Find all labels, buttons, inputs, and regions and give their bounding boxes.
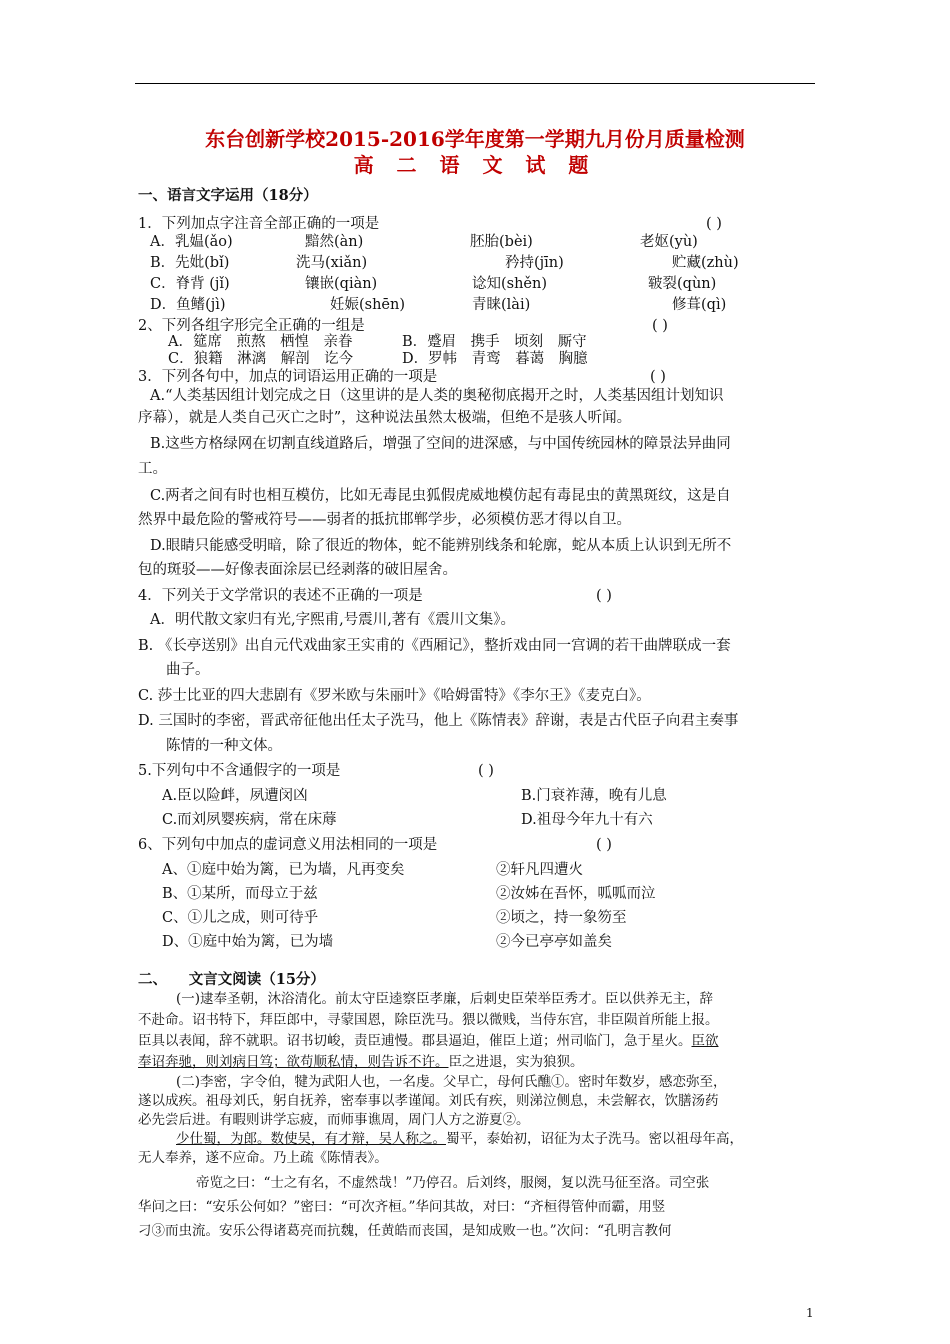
q4-d-line1: D. 三国时的李密，晋武帝征他出任太子洗马，他上《陈情表》辞谢，表是古代臣子向君主奏事 [138,713,739,729]
q1-answer-paren: ( ) [706,216,722,232]
q5-option-c: C.而刘夙婴疾病，常在床蓐 [162,812,337,828]
passage1-line4 [138,1052,584,1072]
q6-a-2: ②轩凡四遭火 [496,862,583,878]
passage1-line3-text: 臣具以表闻，辞不就职。诏书切峻，责臣逋慢。郡县逼迫，催臣上道；州司临门，急于星火。 [138,1033,692,1049]
q2-option-d: D．罗帏 青鸾 暮蔼 胸臆 [402,351,588,367]
q1-a-1: A．乳媪(ǎo) [150,234,233,250]
q3-a-line2: 序幕），就是人类自己灭亡之时”，这种说法虽然太极端，但绝不是骇人听闻。 [138,410,632,426]
passage2-line6: 帝览之曰：“士之有名，不虚然哉！”乃停召。后刘终，服阕，复以洗马征至洛。司空张 [196,1175,710,1191]
q6-b-2: ②汝姊在吾怀，呱呱而泣 [496,886,656,902]
q1-c-3: 谂知(shěn) [472,276,548,292]
q5-answer-paren: ( ) [478,763,494,779]
passage2-line3: 必先尝后进。有暇则讲学忘疲，而师事谯周，周门人方之游夏②。 [138,1112,530,1128]
q4-answer-paren: ( ) [596,588,612,604]
page-number: 1 [806,1306,814,1320]
q2-option-c: C．狼籍 淋漓 解剖 讫今 [168,351,354,367]
q5-option-b: B.门衰祚薄，晚有儿息 [521,788,667,804]
q2-answer-paren: ( ) [652,318,668,334]
q1-b-3: 矜持(jīn) [505,255,564,271]
q6-c-2: ②顷之，持一象笏至 [496,910,627,926]
q5-option-d: D.祖母今年九十有六 [521,812,653,828]
q1-c-1: C．脊背 (jǐ) [150,276,230,292]
q3-b-line1: B.这些方格绿网在切割直线道路后，增强了空间的进深感，与中国传统园林的障景法异曲同 [150,436,731,452]
passage1-underlined-sentence: 奉诏奔驰，则刘病日笃；欲苟顺私情，则告诉不许。 [138,1054,449,1070]
q4-b-line2: 曲子。 [166,662,210,678]
q1-b-1: B．先妣(bǐ) [150,255,230,271]
passage1-line4-text: 臣之进退，实为狼狈。 [448,1054,584,1070]
q3-d-line2: 包的斑驳——好像表面涂层已经剥落的破旧屋舍。 [138,562,457,578]
q1-a-3: 胚胎(bèi) [470,234,533,250]
q6-d-1: D、①庭中始为篱，已为墙 [162,934,334,950]
q3-b-line2: 工。 [138,461,167,477]
q4-d-line2: 陈情的一种文体。 [166,738,282,754]
q2-option-b: B．蹙眉 携手 顷刻 厮守 [402,334,587,350]
q6-b-1: B、①某所，而母立于兹 [162,886,318,902]
section1-heading: 一、语言文字运用（18分） [138,187,318,204]
q3-d-line1: D.眼睛只能感受明暗，除了很近的物体，蛇不能辨别线条和轮廓，蛇从本质上认识到无所不 [150,538,732,554]
q1-b-4: 贮藏(zhù) [672,255,739,271]
passage2-line1: (二)李密，字令伯，犍为武阳人也，一名虔。父早亡，母何氏醮①。密时年数岁，感恋弥至， [176,1074,727,1090]
q6-a-1: A、①庭中始为篱，已为墙，凡再变矣 [162,862,405,878]
passage1-line2: 不赴命。诏书特下，拜臣郎中，寻蒙国恩，除臣洗马。猥以微贱，当侍东宫，非臣陨首所能上报。 [138,1012,719,1028]
exam-title: 东台创新学校2015-2016学年度第一学期九月份月质量检测 [205,127,745,151]
q1-stem: 1．下列加点字注音全部正确的一项是 [138,216,380,232]
passage2-line4 [176,1129,743,1149]
passage2-underlined-sentence: 少仕蜀，为郎。数使吴，有才辩，吴人称之。 [176,1131,446,1147]
q2-stem: 2、下列各组字形完全正确的一组是 [138,318,365,334]
q5-option-a: A.臣以险衅，夙遭闵凶 [162,788,308,804]
q3-answer-paren: ( ) [650,369,666,385]
passage2-line2: 遂以成疾。祖母刘氏，躬自抚养，密奉事以孝谨闻。刘氏有疾，则涕泣侧息，未尝解衣，饮膳汤药 [138,1093,719,1109]
q2-option-a: A．筵席 煎熬 栖惶 亲眷 [168,334,353,350]
passage2-line4-text: 蜀平，泰始初，诏征为太子洗马。密以祖母年高， [446,1131,743,1147]
q1-b-2: 洗马(xiǎn) [296,255,368,271]
q1-d-3: 青睐(lài) [472,297,531,313]
passage2-line5: 无人奉养，遂不应命。乃上疏《陈情表》。 [138,1150,388,1166]
q6-stem: 6、下列句中加点的虚词意义用法相同的一项是 [138,837,438,853]
passage1-line3 [138,1031,719,1051]
q1-c-4: 皲裂(qùn) [648,276,717,292]
q4-option-a: A．明代散文家归有光,字熙甫,号震川,著有《震川文集》。 [150,612,516,628]
q1-d-1: D．鱼鳍(jì) [150,297,226,313]
q3-a-line1: A.“人类基因组计划完成之日（这里讲的是人类的奥秘彻底揭开之时，人类基因组计划知识 [150,388,724,404]
exam-subtitle: 高 二 语 文 试 题 [353,153,597,177]
q4-stem: 4．下列关于文学常识的表述不正确的一项是 [138,588,423,604]
q6-answer-paren: ( ) [596,837,612,853]
passage1-line1: (一)逮奉圣朝，沐浴清化。前太守臣逵察臣孝廉，后刺史臣荣举臣秀才。臣以供养无主，辞 [176,991,714,1007]
q1-a-2: 黯然(àn) [305,234,364,250]
q1-d-2: 妊娠(shēn) [330,297,406,313]
header-rule [135,83,815,84]
q6-d-2: ②今已亭亭如盖矣 [496,934,612,950]
q3-c-line1: C.两者之间有时也相互模仿，比如无毒昆虫狐假虎威地模仿起有毒昆虫的黄黑斑纹，这是自 [150,488,731,504]
section2-heading: 二、 文言文阅读（15分） [138,971,325,988]
passage2-line7: 华问之曰：“安乐公何如？”密曰：“可次齐桓。”华问其故，对曰：“齐桓得管仲而霸，用竖 [138,1199,666,1215]
q1-d-4: 修葺(qì) [672,297,727,313]
q1-a-4: 老妪(yù) [640,234,698,250]
q1-c-2: 镶嵌(qiàn) [305,276,378,292]
q3-stem: 3．下列各句中，加点的词语运用正确的一项是 [138,369,438,385]
passage2-line8: 刁③而虫流。安乐公得诸葛亮而抗魏，任黄皓而丧国，是知成败一也。”次问：“孔明言教何 [138,1223,672,1239]
q4-option-c: C. 莎士比亚的四大悲剧有《罗米欧与朱丽叶》《哈姆雷特》《李尔王》《麦克白》。 [138,688,651,704]
q6-c-1: C、①儿之成，则可待乎 [162,910,319,926]
q3-c-line2: 然界中最危险的警戒符号——弱者的抵抗邯郸学步，必须模仿恶才得以自卫。 [138,512,631,528]
q5-stem: 5.下列句中不含通假字的一项是 [138,763,341,779]
passage1-underlined-start: 臣欲 [691,1033,719,1049]
q4-b-line1: B. 《长亭送别》出自元代戏曲家王实甫的《西厢记》，整折戏由同一宫调的若干曲牌联成一套 [138,638,731,654]
